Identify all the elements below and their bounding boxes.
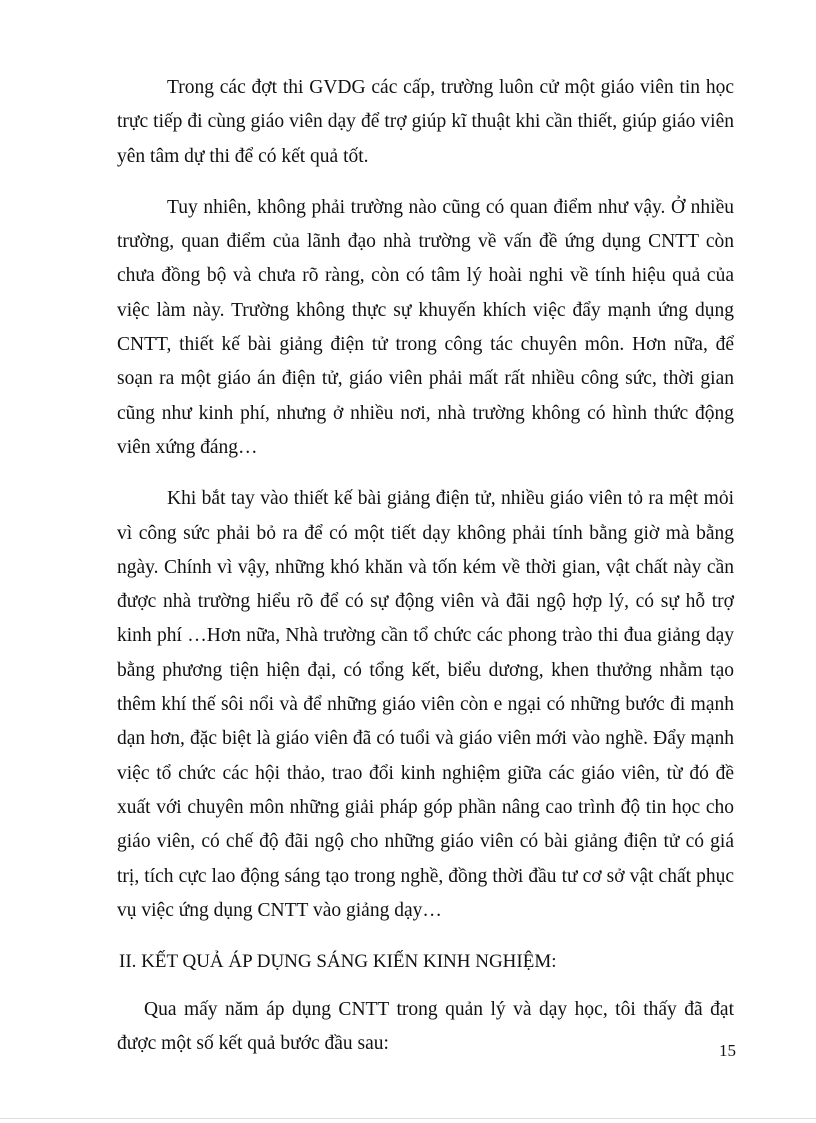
paragraph-teacher-effort: Khi bắt tay vào thiết kế bài giảng điện tử, nhiều giáo viên tỏ ra mệt mỏi vì công sức phải bỏ ra để có một tiết dạy không phải tính bằng giờ mà bằng ngày. Chính vì vậy, những khó khăn và tốn kém về thời gian, vật chất này cần được nhà trường hiểu rõ để có sự động viên và đãi ngộ hợp lý, có sự hỗ trợ kinh phí …Hơn nữa, Nhà trường cần tổ chức các phong trào thi đua giảng dạy bằng phương tiện hiện đại, có tổng kết, biểu dương, khen thưởng nhằm tạo thêm khí thế sôi nổi và để những giáo viên còn e ngại có những bước đi mạnh dạn hơn, đặc biệt là giáo viên đã có tuổi và giáo viên mới vào nghề. Đẩy mạnh việc tổ chức các hội thảo, trao đổi kinh nghiệm giữa các giáo viên, từ đó đề xuất với chuyên môn những giải pháp góp phần nâng cao trình độ tin học cho giáo viên, có chế độ đãi ngộ cho những giáo viên có bài giảng điện tử có giá trị, tích cực lao động sáng tạo trong nghề, đồng thời đầu tư cơ sở vật chất phục vụ việc ứng dụng CNTT vào giảng dạy… — [117, 488, 734, 921]
page-body — [117, 71, 734, 1079]
section-heading: II. KẾT QUẢ ÁP DỤNG SÁNG KIẾN KINH NGHIỆM: — [119, 951, 557, 973]
page-number: 15 — [719, 1041, 736, 1060]
paragraph-results-intro: Qua mấy năm áp dụng CNTT trong quản lý và dạy học, tôi thấy đã đạt được một số kết quả bước đầu sau: — [117, 999, 734, 1055]
paragraph-exam-support: Trong các đợt thi GVDG các cấp, trường luôn cử một giáo viên tin học trực tiếp đi cùng giáo viên dạy để trợ giúp kĩ thuật khi cần thiết, giúp giáo viên yên tâm dự thi để có kết quả tốt. — [117, 77, 734, 167]
page-bottom-divider — [0, 1118, 816, 1119]
paragraph-school-viewpoints: Tuy nhiên, không phải trường nào cũng có quan điểm như vậy. Ở nhiều trường, quan điểm của lãnh đạo nhà trường về vấn đề ứng dụng CNTT còn chưa đồng bộ và chưa rõ ràng, còn có tâm lý hoài nghi về tính hiệu quả của việc làm này. Trường không thực sự khuyến khích việc đẩy mạnh ứng dụng CNTT, thiết kế bài giảng điện tử trong công tác chuyên môn. Hơn nữa, để soạn ra một giáo án điện tử, giáo viên phải mất rất nhiều công sức, thời gian cũng như kinh phí, nhưng ở nhiều nơi, nhà trường không có hình thức động viên xứng đáng… — [117, 196, 734, 458]
